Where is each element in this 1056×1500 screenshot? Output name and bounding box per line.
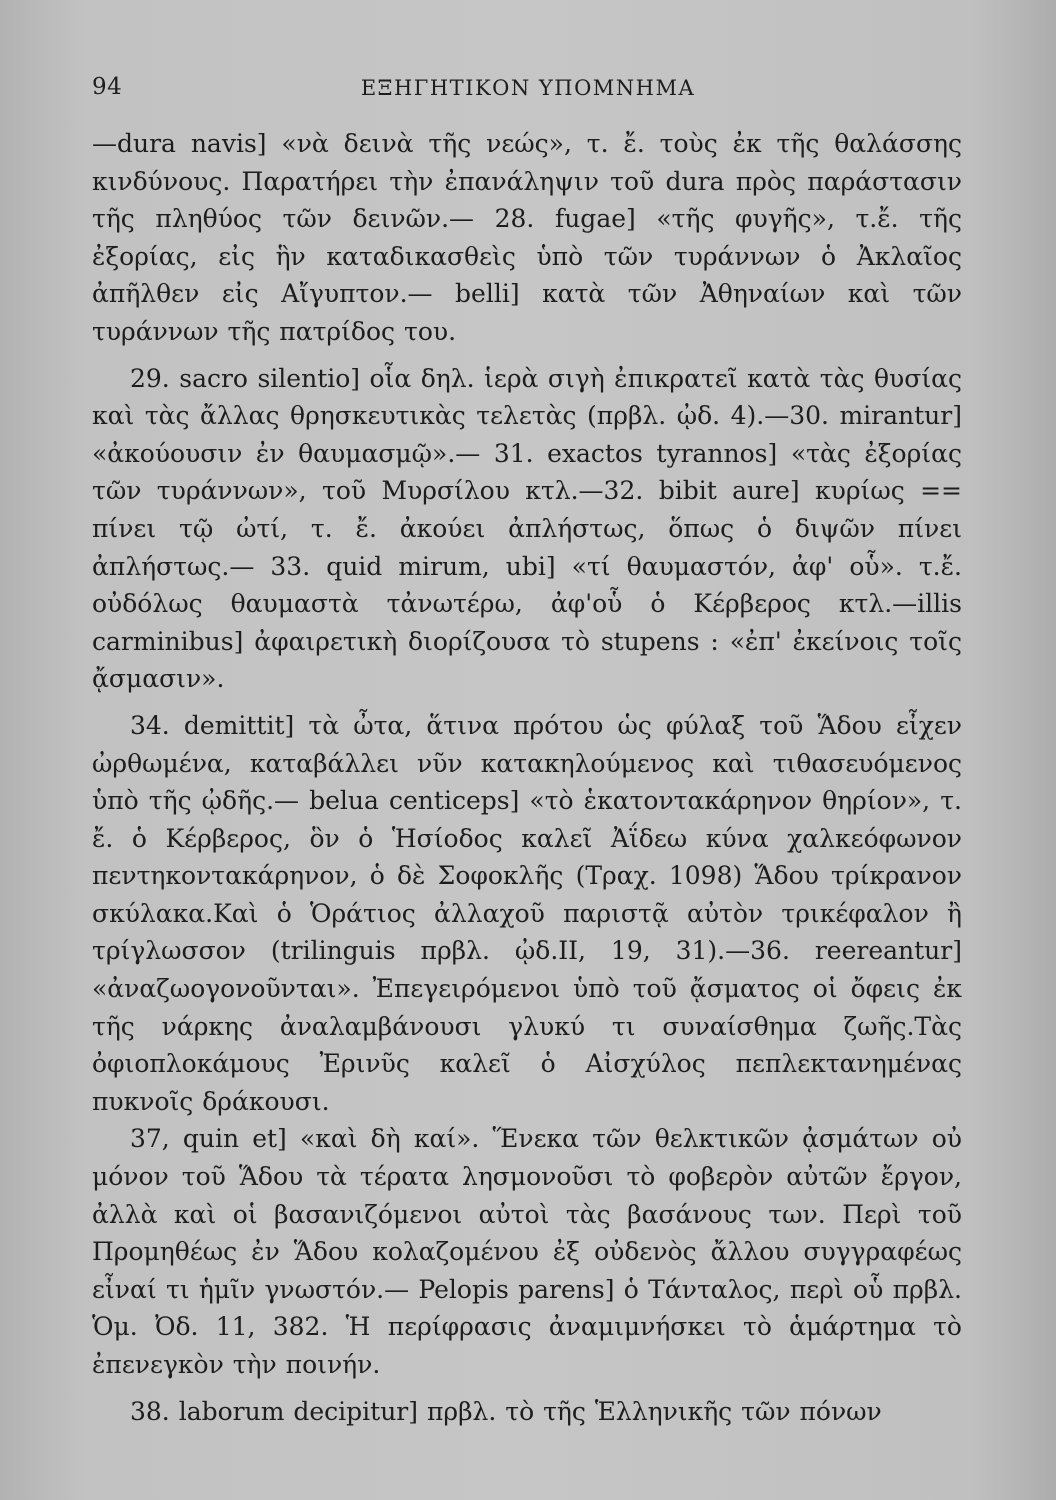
commentary-paragraph: 37, quin et] «καὶ δὴ καί». Ἕνεκα τῶν θελκτικῶν ᾀσμάτων οὐ μόνον τοῦ Ἅδου τὰ τέρατα λησμονοῦσι τὸ φοβερὸν αὐτῶν ἔργον, ἀλλὰ καὶ οἱ βασανιζόμενοι αὐτοὶ τὰς βασάνους των. Περὶ τοῦ Προμηθέως ἐν Ἅδου κολαζομένου ἐξ οὐδενὸς ἄλλου συγγραφέως εἶναί τι ἡμῖν γνωστόν.— Pelopis parens] ὁ Τάνταλος, περὶ οὗ πρβλ. Ὁμ. Ὀδ. 11, 382. Ἡ περίφρασις ἀναμιμνήσκει τὸ ἁμάρτημα τὸ ἐπενεγκὸν τὴν ποινήν. bbox=[92, 1124, 962, 1379]
running-title: ΕΞΗΓΗΤΙΚΟΝ ΥΠΟΜΝΗΜΑ bbox=[360, 76, 696, 100]
page-number: 94 bbox=[92, 74, 123, 100]
commentary-paragraph: 29. sacro silentio] οἷα δηλ. ἱερὰ σιγὴ ἐπικρατεῖ κατὰ τὰς θυσίας καὶ τὰς ἄλλας θρησκευτικὰς τελετὰς (πρβλ. ᾠδ. 4).—30. mirantur] «ἀκούουσιν ἐν θαυμασμῷ».— 31. exactos tyrannos] «τὰς ἐξορίας τῶν τυράννων», τοῦ Μυρσίλου κτλ.—32. bibit aure] κυρίως == πίνει τῷ ὠτί, τ. ἔ. ἀκούει ἀπλήστως, ὅπως ὁ διψῶν πίνει ἀπλήστως.— 33. quid mirum, ubi] «τί θαυμαστόν, ἀφ' οὗ». τ.ἔ. οὐδόλως θαυμαστὰ τἀνωτέρω, ἀφ'οὗ ὁ Κέρβερος κτλ.—illis carminibus] ἀφαιρετικὴ διορίζουσα τὸ stupens : «ἐπ' ἐκείνοις τοῖς ᾄσμασιν». bbox=[92, 363, 962, 694]
commentary-paragraph: 34. demittit] τὰ ὦτα, ἅτινα πρότου ὡς φύλαξ τοῦ Ἅδου εἶχεν ὠρθωμένα, καταβάλλει νῦν κατακηλούμενος καὶ τιθασευόμενος ὑπὸ τῆς ᾠδῆς.— belua centiceps] «τὸ ἑκατοντακάρηνον θηρίον», τ. ἔ. ὁ Κέρβερος, ὃν ὁ Ἡσίοδος καλεῖ Ἀΐδεω κύνα χαλκεόφωνον πεντηκοντακάρηνον, ὁ δὲ Σοφοκλῆς (Τραχ. 1098) Ἅδου τρίκρανον σκύλακα.Καὶ ὁ Ὁράτιος ἀλλαχοῦ παριστᾷ αὐτὸν τρικέφαλον ἢ τρίγλωσσον (trilinguis πρβλ. ᾠδ.II, 19, 31).—36. reereantur] «ἀναζωογονοῦνται». Ἐπεγειρόμενοι ὑπὸ τοῦ ᾄσματος οἱ ὄφεις ἐκ τῆς νάρκης ἀναλαμβάνουσι γλυκύ τι συναίσθημα ζωῆς.Τὰς ὀφιοπλοκάμους Ἐρινῦς καλεῖ ὁ Αἰσχύλος πεπλεκτανημένας πυκνοῖς δράκουσι. bbox=[92, 710, 962, 1116]
page-header bbox=[90, 72, 966, 112]
commentary-paragraph: —dura navis] «νὰ δεινὰ τῆς νεώς», τ. ἔ. τοὺς ἐκ τῆς θαλάσσης κινδύνους. Παρατήρει τὴν ἐπανάληψιν τοῦ dura πρὸς παράστασιν τῆς πληθύος τῶν δεινῶν.— 28. fugae] «τῆς φυγῆς», τ.ἔ. τῆς ἐξορίας, εἰς ἣν καταδικασθεὶς ὑπὸ τῶν τυράννων ὁ Ἀκλαῖος ἀπῆλθεν εἰς Αἴγυπτον.— belli] κατὰ τῶν Ἀθηναίων καὶ τῶν τυράννων τῆς πατρίδος του. bbox=[92, 129, 962, 346]
commentary-body bbox=[92, 125, 962, 1430]
commentary-paragraph: 38. laborum decipitur] πρβλ. τὸ τῆς Ἑλληνικῆς τῶν πόνων bbox=[130, 1396, 882, 1426]
